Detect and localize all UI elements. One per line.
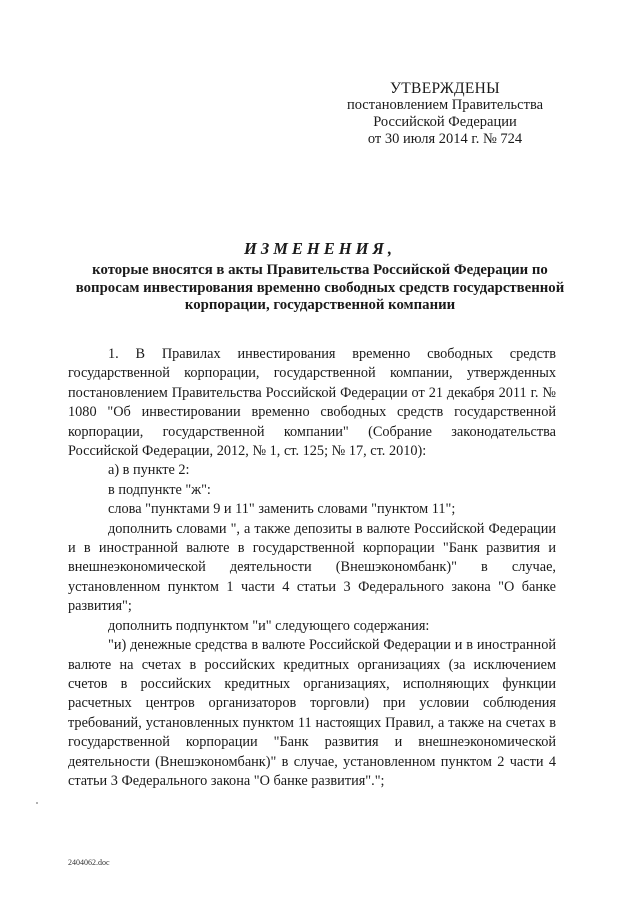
paragraph-6: дополнить подпунктом "и" следующего содержания:: [108, 617, 430, 634]
paragraph-1: 1. В Правилах инвестирования временно свободных средств государственной корпорации, государственной компании, утвержденных постановлением Правительства Российской Федерации от 21 декабря 2011 г. № 1080 "Об инвестировании временно свободных средств государственной корпорации, государственной компании" (Собрание законодательства Российской Федерации, 2012, № 1, ст. 125; № 17, ст. 2010):: [68, 346, 556, 460]
paragraph-2: а) в пункте 2:: [108, 462, 190, 479]
margin-mark: [36, 802, 38, 804]
document-body: [68, 345, 556, 791]
paragraph-5: дополнить словами ", а также депозиты в валюте Российской Федерации и в иностранной валюте в государственной корпорации "Банк развития и внешнеэкономической деятельности (Внешэкономбанк)" в случае, установленном пунктом 1 части 4 статьи 3 Федерального закона "О банке развития";: [68, 520, 556, 615]
approval-block: [330, 80, 560, 148]
approval-line-date-number: от 30 июля 2014 г. № 724: [367, 131, 523, 147]
approval-line-resolution: постановлением Правительства: [346, 97, 544, 113]
document-subtitle: которые вносятся в акты Правительства Российской Федерации по вопросам инвестирования временно свободных средств государственной корпорации, государственной компании: [75, 262, 565, 313]
paragraph-4: слова "пунктами 9 и 11" заменить словами "пунктом 11";: [108, 501, 456, 518]
paragraph-7: "и) денежные средства в валюте Российской Федерации и в иностранной валюте на счетах в российских кредитных организациях (за исключением счетов в российских кредитных организациях, исполняющих функции расчетных центров организаторов торговли) при условии соблюдения требований, установленных пунктом 11 настоящих Правил, а также на счетах в государственной корпорации "Банк развития и внешнеэкономической деятельности (Внешэкономбанк)" в случае, установленном пунктом 2 части 4 статьи 3 Федерального закона "О банке развития".";: [68, 637, 556, 789]
approval-heading: УТВЕРЖДЕНЫ: [390, 80, 500, 97]
document-title: ИЗМЕНЕНИЯ,: [244, 239, 396, 258]
file-name-footer: 2404062.doc: [68, 858, 110, 867]
paragraph-3: в подпункте "ж":: [108, 481, 211, 498]
approval-line-country: Российской Федерации: [373, 114, 517, 130]
